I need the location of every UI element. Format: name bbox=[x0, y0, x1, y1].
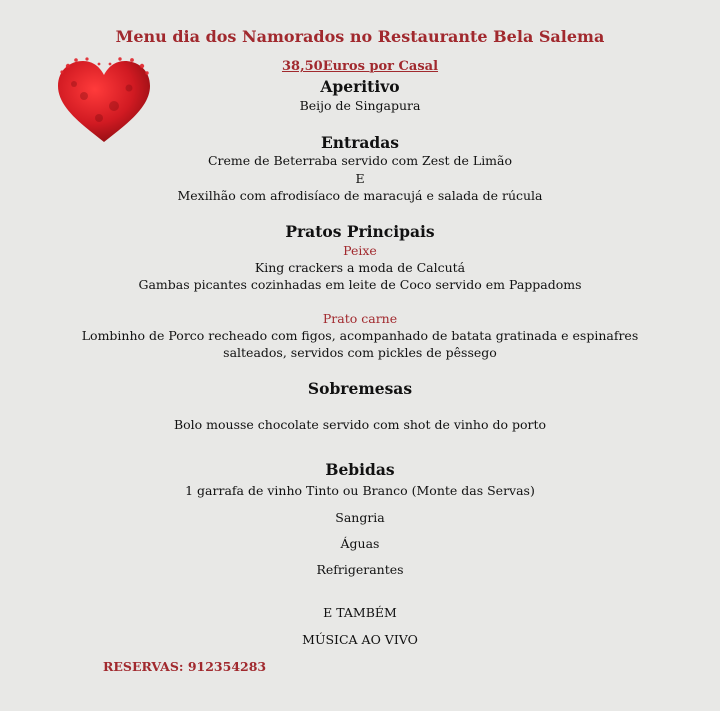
carne-item-line-1: Lombinho de Porco recheado com figos, acompanhado de batata gratinada e espinafres bbox=[81, 328, 639, 343]
sobremesa-item: Bolo mousse chocolate servido com shot de vinho do porto bbox=[173, 417, 547, 432]
extra-line-1: E TAMBÉM bbox=[323, 605, 397, 620]
bebida-item: 1 garrafa de vinho Tinto ou Branco (Monte das Servas) bbox=[185, 483, 535, 498]
peixe-item-2: Gambas picantes cozinhadas em leite de Coco servido em Pappadoms bbox=[138, 277, 582, 292]
section-heading-sobremesas: Sobremesas bbox=[307, 379, 413, 398]
bebida-item: Sangria bbox=[335, 510, 385, 525]
extra-line-2: MÚSICA AO VIVO bbox=[302, 632, 418, 647]
peixe-item-1: King crackers a moda de Calcutá bbox=[254, 260, 466, 275]
entrada-item-1: Creme de Beterraba servido com Zest de Limão bbox=[207, 153, 513, 168]
section-heading-aperitivo: Aperitivo bbox=[320, 77, 400, 96]
subheading-peixe: Peixe bbox=[343, 243, 377, 258]
bebida-item: Águas bbox=[340, 536, 380, 551]
carne-item-line-2: salteados, servidos com pickles de pêssego bbox=[223, 345, 497, 360]
section-heading-entradas: Entradas bbox=[320, 133, 400, 152]
subheading-prato-carne: Prato carne bbox=[322, 311, 398, 326]
entrada-connector: E bbox=[355, 171, 365, 186]
entrada-item-2: Mexilhão com afrodisíaco de maracujá e salada de rúcula bbox=[177, 188, 543, 203]
price-per-couple: 38,50Euros por Casal bbox=[281, 59, 439, 74]
aperitivo-item: Beijo de Singapura bbox=[299, 98, 421, 113]
reservas-phone: RESERVAS: 912354283 bbox=[103, 659, 267, 674]
section-heading-pratos-principais: Pratos Principais bbox=[285, 222, 435, 241]
menu-title: Menu dia dos Namorados no Restaurante Bela Salema bbox=[115, 27, 605, 46]
section-heading-bebidas: Bebidas bbox=[325, 460, 395, 479]
bebida-item: Refrigerantes bbox=[316, 562, 404, 577]
